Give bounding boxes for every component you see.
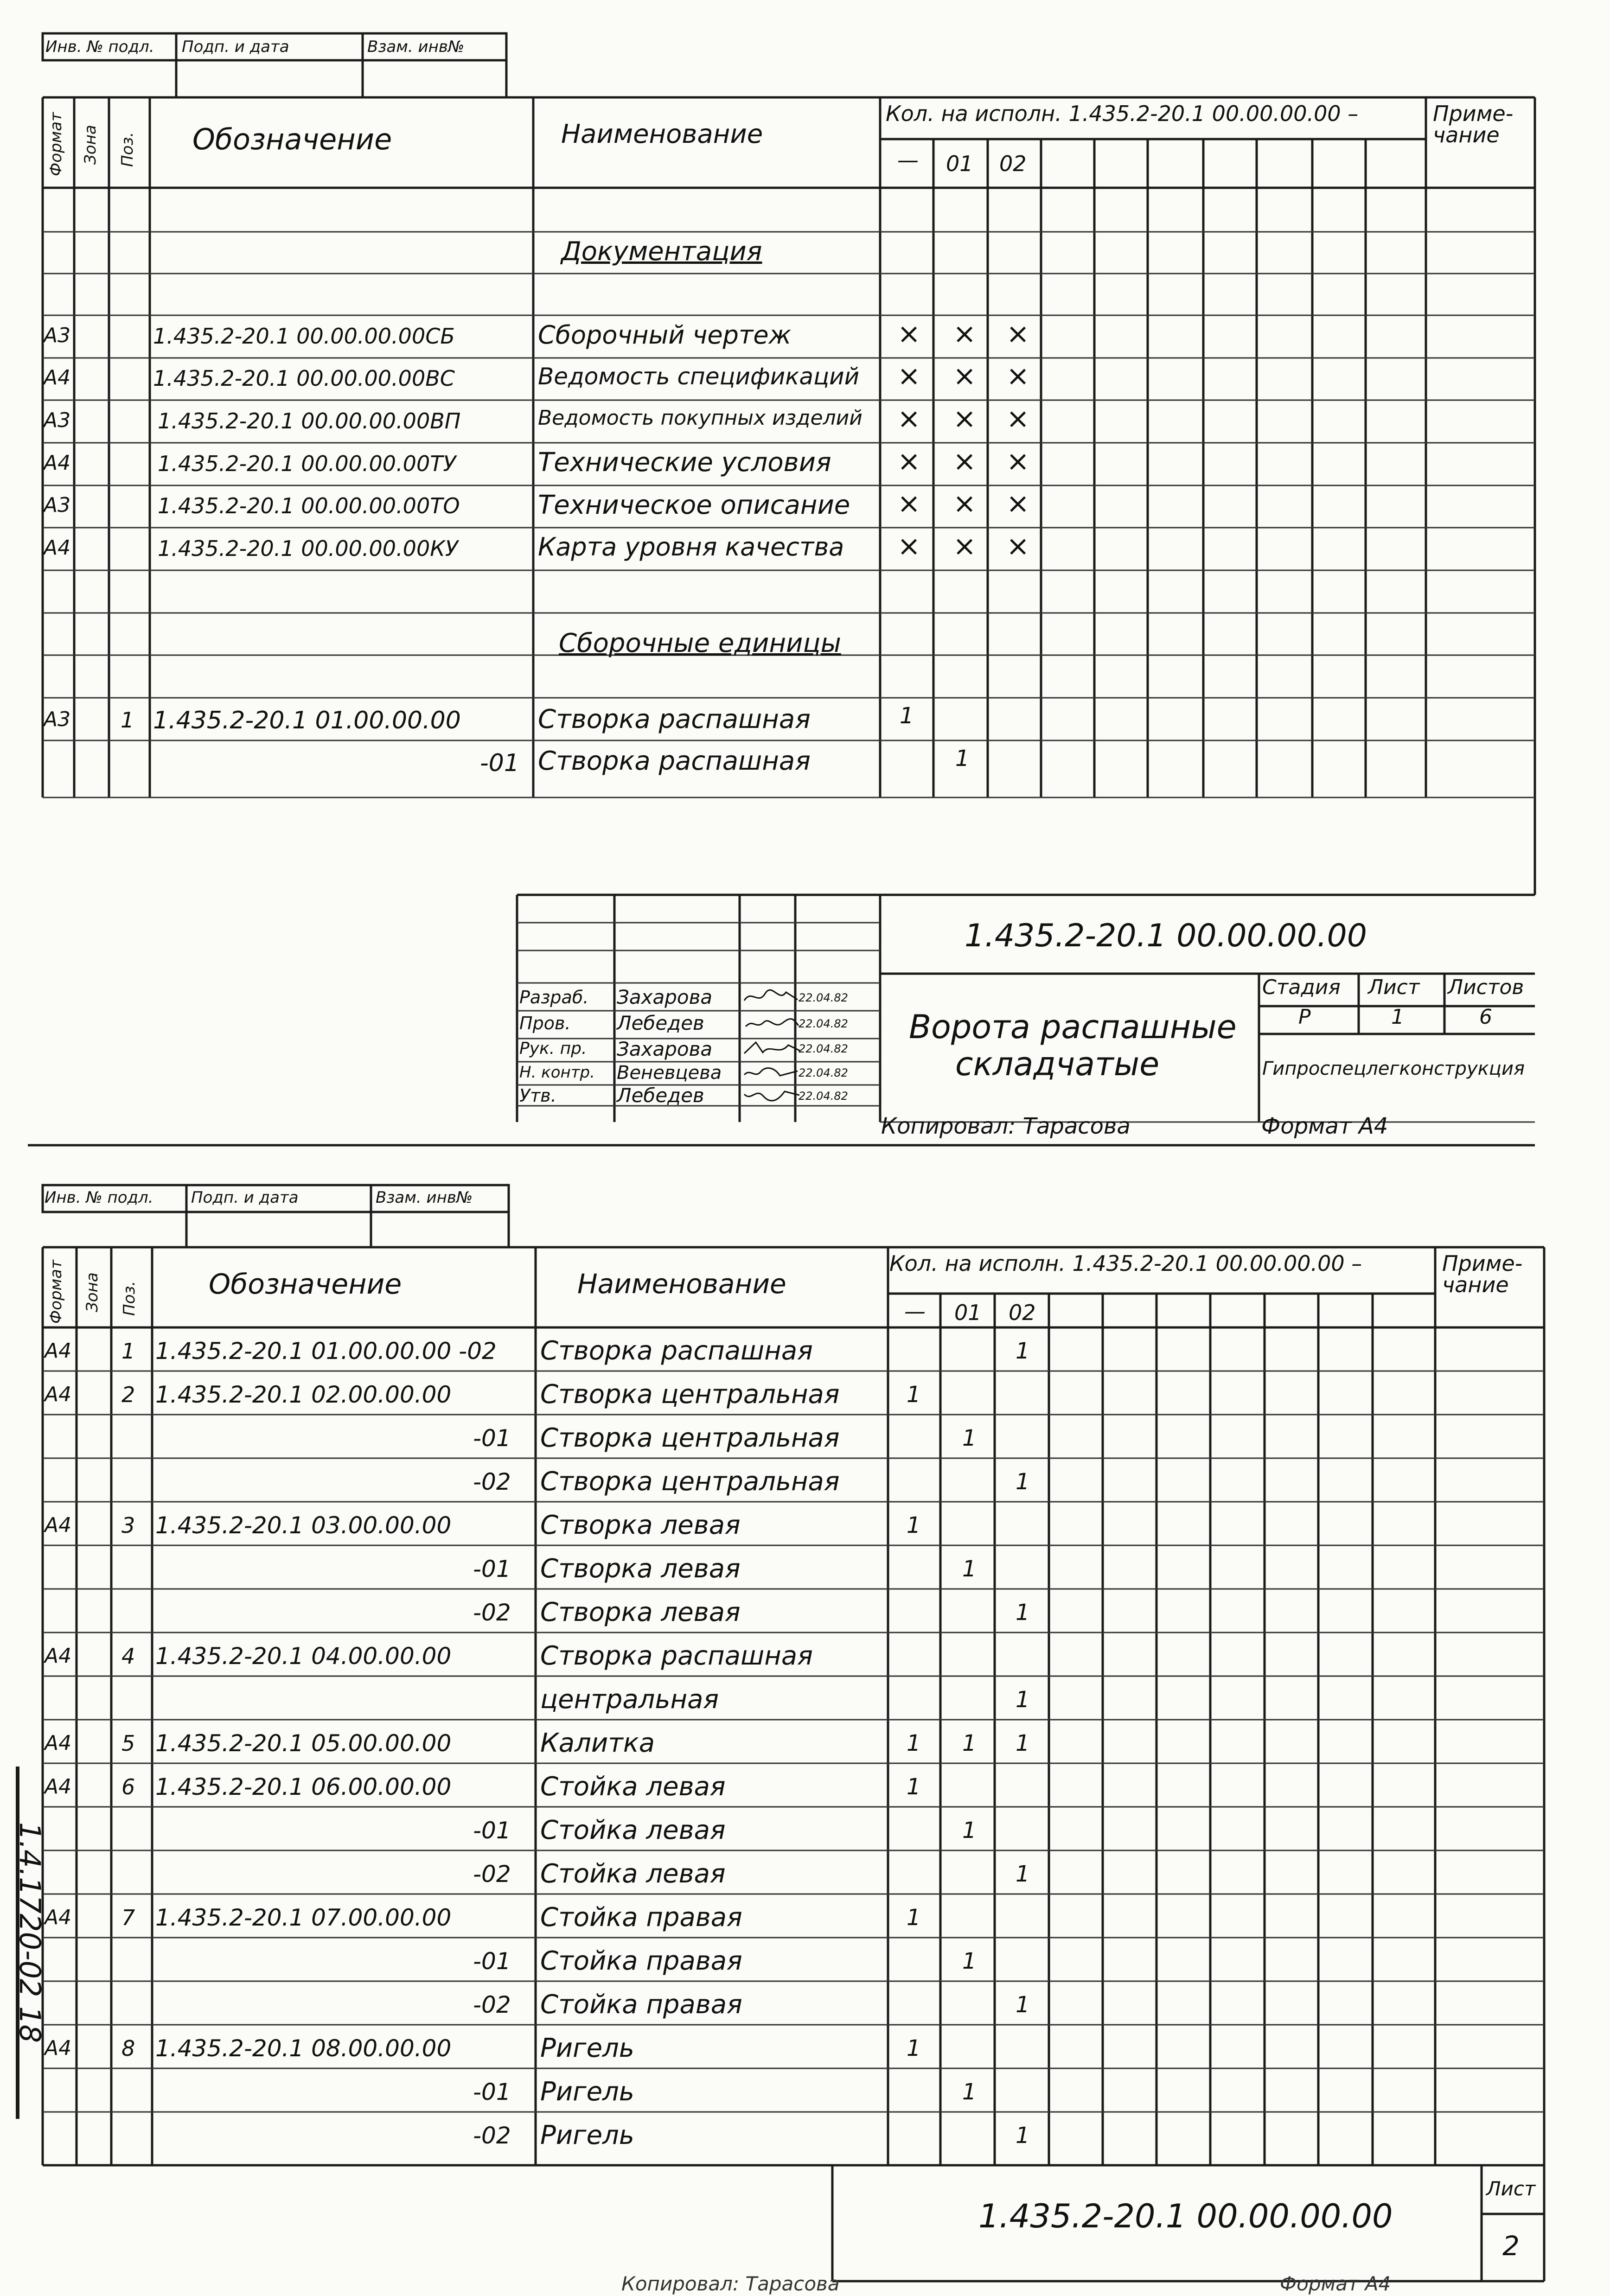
col-name-header: Наименование: [561, 119, 763, 149]
row-qty-base: ×: [897, 487, 921, 520]
row-designation: -01: [473, 1425, 511, 1452]
col-format-header: Формат: [47, 1260, 65, 1324]
row-designation: 1.435.2-20.1 08.00.00.00: [155, 2035, 452, 2062]
format-label: Формат А4: [1261, 1113, 1388, 1139]
handwritten-signature-icon: [742, 1014, 802, 1033]
row-qty-02: 1: [1016, 1861, 1030, 1887]
row-qty-base: 1: [907, 1730, 921, 1756]
row-name: Калитка: [540, 1728, 655, 1758]
title-line-1: Ворота распашные: [909, 1008, 1237, 1046]
row-qty-base: 1: [907, 1774, 921, 1800]
title-line-2: складчатые: [955, 1045, 1160, 1083]
sheets-label: Листов: [1448, 976, 1524, 999]
col-variant-02: 02: [999, 151, 1027, 176]
col-variant-01: 01: [946, 151, 973, 176]
sheets-value: 6: [1479, 1005, 1492, 1029]
row-name: Сборочный чертеж: [538, 320, 792, 350]
row-name: Створка распашная: [540, 1641, 813, 1671]
row-qty-01: 1: [962, 1425, 977, 1451]
row-format: А3: [44, 408, 71, 432]
signature-name: Захарова: [617, 1038, 713, 1060]
col-zone-header: Зона: [83, 1272, 102, 1312]
row-name: Створка центральная: [540, 1467, 840, 1497]
signature-date: 22.04.82: [799, 991, 848, 1004]
signature-name: Веневцева: [617, 1062, 722, 1084]
row-name: Ведомость спецификаций: [538, 363, 860, 390]
row-qty-01: ×: [953, 530, 977, 562]
row-designation: 1.435.2-20.1 00.00.00.00КУ: [158, 536, 458, 561]
row-format: А3: [44, 708, 71, 731]
row-name: Стойка левая: [540, 1815, 726, 1845]
row-qty-base: 1: [907, 1512, 921, 1538]
row-designation: -01: [473, 1556, 511, 1582]
doc-number: 1.435.2-20.1 00.00.00.00: [978, 2197, 1393, 2235]
row-qty-base: ×: [897, 530, 921, 562]
stamp-replace-label: Взам. инв№: [367, 38, 465, 56]
row-qty-01: 1: [962, 1556, 977, 1582]
row-designation: 1.435.2-20.1 01.00.00.00: [153, 707, 461, 734]
row-designation: 1.435.2-20.1 00.00.00.00ВП: [158, 408, 461, 434]
row-designation: -01: [473, 2079, 511, 2105]
signature-date: 22.04.82: [799, 1017, 848, 1030]
row-qty-01: 1: [955, 746, 970, 772]
row-qty-02: ×: [1006, 445, 1030, 478]
row-pos: 5: [121, 1731, 135, 1756]
row-pos: 4: [121, 1644, 135, 1669]
row-designation: 1.435.2-20.1 00.00.00.00СБ: [153, 324, 455, 349]
row-qty-02: ×: [1006, 318, 1030, 350]
format-label: Формат А4: [1280, 2272, 1391, 2295]
row-format: А3: [44, 324, 71, 347]
row-qty-02: 1: [1016, 1600, 1030, 1626]
col-note-header: Приме-чание: [1442, 1251, 1523, 1297]
row-format: А3: [44, 493, 71, 517]
row-pos: 7: [121, 1905, 135, 1930]
doc-number: 1.435.2-20.1 00.00.00.00: [965, 918, 1367, 954]
row-qty-02: ×: [1006, 402, 1030, 435]
row-designation: -02: [473, 1861, 511, 1888]
stamp-replace-label: Взам. инв№: [376, 1188, 473, 1207]
row-qty-02: ×: [1006, 530, 1030, 562]
copied-by: Копировал: Тарасова: [621, 2272, 840, 2295]
stamp-sign-label: Подп. и дата: [182, 38, 289, 56]
signature-role: Разраб.: [519, 987, 589, 1008]
row-qty-base: 1: [907, 1905, 921, 1931]
row-pos: 3: [121, 1513, 135, 1538]
row-designation: -02: [473, 1599, 511, 1626]
row-designation: -01: [473, 1817, 511, 1844]
row-designation: 1.435.2-20.1 01.00.00.00 -02: [155, 1338, 497, 1365]
row-qty-base: ×: [897, 402, 921, 435]
row-designation: 1.435.2-20.1 06.00.00.00: [155, 1773, 452, 1800]
row-qty-base: 1: [907, 1382, 921, 1408]
col-variant-base: —: [897, 147, 919, 172]
row-name: Створка левая: [540, 1597, 741, 1627]
row-qty-02: ×: [1006, 360, 1030, 392]
col-qty-title: Кол. на исполн. 1.435.2-20.1 00.00.00.00 –: [886, 101, 1359, 126]
row-name: Стойка правая: [540, 1946, 742, 1976]
row-designation: 1.435.2-20.1 04.00.00.00: [155, 1643, 452, 1670]
row-qty-01: 1: [962, 1948, 977, 1974]
row-name: Створка центральная: [540, 1379, 840, 1409]
row-qty-01: ×: [953, 402, 977, 435]
stamp-inv-label: Инв. № подл.: [45, 38, 154, 56]
row-name: Створка распашная: [538, 746, 811, 776]
sheet-label: Лист: [1486, 2177, 1536, 2200]
col-variant-base: —: [904, 1299, 926, 1324]
handwritten-signature-icon: [742, 987, 802, 1006]
row-name: Стойка правая: [540, 1990, 742, 2020]
row-name: Ригель: [540, 2120, 634, 2150]
handwritten-signature-icon: [742, 1063, 802, 1082]
signature-name: Захарова: [617, 986, 713, 1008]
row-format: А4: [44, 366, 71, 389]
row-qty-01: 1: [962, 1730, 977, 1756]
stage-value: Р: [1298, 1005, 1311, 1029]
row-qty-base: ×: [897, 318, 921, 350]
row-qty-base: 1: [907, 2035, 921, 2061]
signature-role: Утв.: [519, 1085, 556, 1106]
signature-date: 22.04.82: [799, 1042, 848, 1055]
handwritten-signature-icon: [742, 1039, 802, 1058]
row-qty-02: 1: [1016, 1338, 1030, 1364]
section-documentation: Документация: [561, 236, 762, 267]
stamp-sign-label: Подп. и дата: [191, 1188, 299, 1207]
section-assemblies: Сборочные единицы: [559, 628, 841, 658]
row-pos: 1: [121, 708, 134, 733]
copied-by: Копировал: Тарасова: [881, 1113, 1131, 1139]
row-qty-01: 1: [962, 1818, 977, 1843]
row-designation: -01: [480, 749, 519, 777]
row-designation: 1.435.2-20.1 00.00.00.00ТУ: [158, 451, 456, 476]
stamp-inv-label: Инв. № подл.: [45, 1188, 153, 1207]
row-qty-base: ×: [897, 445, 921, 478]
row-format: А4: [45, 1906, 72, 1929]
signature-role: Н. контр.: [519, 1063, 595, 1082]
col-designation-header: Обозначение: [209, 1268, 402, 1301]
row-qty-02: 1: [1016, 1730, 1030, 1756]
col-designation-header: Обозначение: [192, 122, 392, 156]
row-format: А4: [45, 2036, 72, 2060]
signature-name: Лебедев: [617, 1084, 704, 1107]
row-qty-base: 1: [900, 703, 914, 729]
row-designation: -02: [473, 1468, 511, 1495]
row-format: А4: [45, 1775, 72, 1799]
row-qty-01: ×: [953, 487, 977, 520]
row-qty-02: 1: [1016, 1469, 1030, 1495]
stage-label: Стадия: [1262, 976, 1341, 999]
row-qty-01: ×: [953, 360, 977, 392]
row-qty-02: 1: [1016, 2123, 1030, 2149]
row-designation: 1.435.2-20.1 03.00.00.00: [155, 1512, 452, 1539]
row-name: Створка левая: [540, 1510, 741, 1540]
col-pos-header: Поз.: [118, 132, 137, 167]
row-name: Створка центральная: [540, 1423, 840, 1453]
organization: Гипроспецлегконструкция: [1262, 1058, 1525, 1079]
row-name: Стойка правая: [540, 1902, 742, 1932]
row-designation: 1.435.2-20.1 07.00.00.00: [155, 1904, 452, 1931]
row-name: Карта уровня качества: [538, 532, 844, 561]
row-name: Створка распашная: [538, 704, 811, 734]
col-variant-01: 01: [954, 1300, 982, 1325]
row-name: Стойка левая: [540, 1772, 726, 1802]
row-designation: -02: [473, 1991, 511, 2018]
row-designation: -01: [473, 1948, 511, 1975]
row-designation: -02: [473, 2122, 511, 2149]
sheet-label: Лист: [1368, 976, 1420, 999]
row-name: Технические условия: [538, 447, 831, 478]
row-qty-base: ×: [897, 360, 921, 392]
row-format: А4: [45, 1513, 72, 1537]
handwritten-signature-icon: [742, 1085, 802, 1104]
col-note-header: Приме-чание: [1433, 101, 1514, 147]
col-name-header: Наименование: [577, 1268, 786, 1300]
row-qty-01: 1: [962, 2079, 977, 2105]
margin-note: 1.4.1720-02 18: [13, 1822, 47, 2043]
signature-role: Рук. пр.: [519, 1039, 587, 1058]
col-pos-header: Поз.: [120, 1281, 139, 1316]
col-variant-02: 02: [1009, 1300, 1036, 1325]
col-zone-header: Зона: [81, 125, 100, 165]
row-qty-01: ×: [953, 318, 977, 350]
signature-role: Пров.: [519, 1013, 571, 1033]
row-qty-02: 1: [1016, 1687, 1030, 1713]
signature-date: 22.04.82: [799, 1066, 848, 1079]
row-format: А4: [45, 1644, 72, 1668]
row-name: Техническое описание: [538, 490, 850, 520]
row-name: Ведомость покупных изделий: [538, 406, 862, 430]
row-format: А4: [45, 1731, 72, 1755]
sheet-value: 1: [1391, 1005, 1404, 1029]
row-qty-02: ×: [1006, 487, 1030, 520]
signature-name: Лебедев: [617, 1012, 704, 1034]
row-pos: 2: [121, 1382, 135, 1407]
row-name: центральная: [540, 1684, 719, 1715]
row-pos: 6: [121, 1774, 135, 1799]
row-name: Створка распашная: [540, 1336, 813, 1366]
row-format: А4: [45, 1383, 72, 1406]
row-designation: 1.435.2-20.1 05.00.00.00: [155, 1730, 452, 1757]
col-qty-title: Кол. на исполн. 1.435.2-20.1 00.00.00.00 –: [889, 1251, 1362, 1276]
row-name: Створка левая: [540, 1554, 741, 1584]
row-qty-01: ×: [953, 445, 977, 478]
signature-date: 22.04.82: [799, 1090, 848, 1103]
row-pos: 8: [121, 2036, 135, 2061]
row-designation: 1.435.2-20.1 02.00.00.00: [155, 1381, 452, 1408]
row-format: А4: [44, 536, 71, 560]
col-format-header: Формат: [47, 112, 65, 176]
row-name: Ригель: [540, 2077, 634, 2107]
row-name: Стойка левая: [540, 1859, 726, 1889]
sheet-value: 2: [1502, 2230, 1520, 2262]
row-name: Ригель: [540, 2033, 634, 2063]
row-pos: 1: [121, 1339, 135, 1364]
row-designation: 1.435.2-20.1 00.00.00.00ТО: [158, 493, 460, 518]
row-designation: 1.435.2-20.1 00.00.00.00ВС: [153, 366, 455, 391]
row-qty-02: 1: [1016, 1992, 1030, 2018]
row-format: А4: [44, 451, 71, 475]
row-format: А4: [45, 1339, 72, 1363]
